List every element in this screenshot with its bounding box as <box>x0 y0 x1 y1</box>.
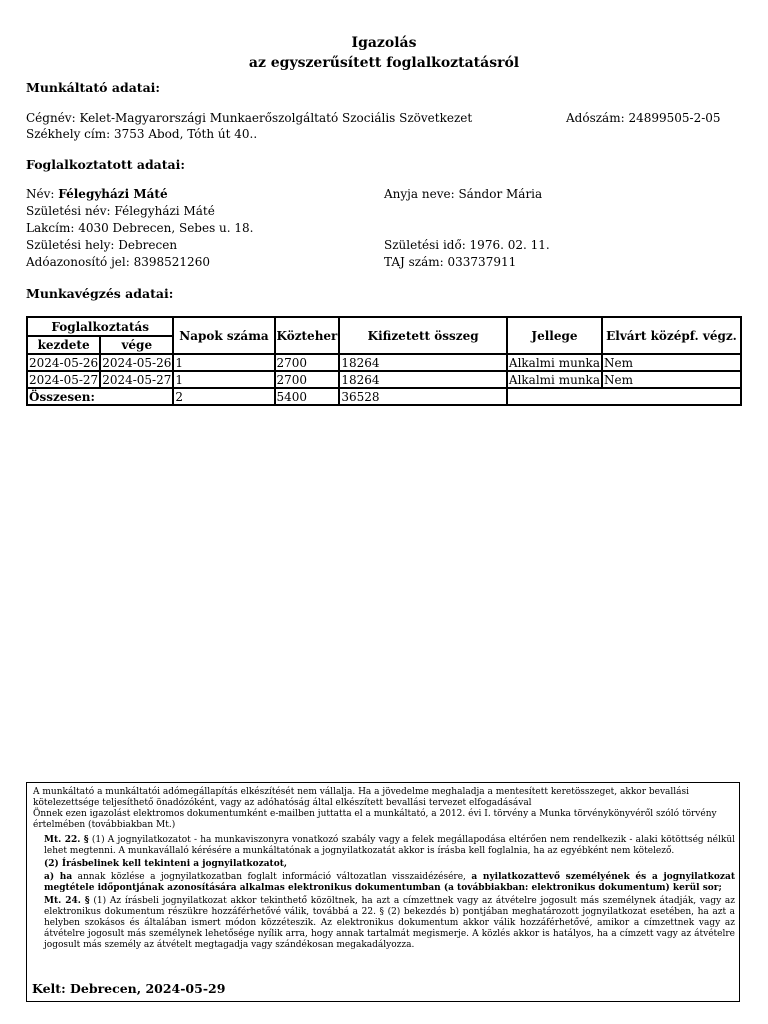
address: 4030 Debrecen, Sebes u. 18. <box>78 221 254 235</box>
birth-name: Félegyházi Máté <box>114 204 215 218</box>
mt24-ref: Mt. 24. § <box>44 896 90 906</box>
table-row <box>27 371 741 388</box>
employer-company <box>26 111 472 125</box>
birth-name-label: Születési név: <box>26 204 115 218</box>
header-paid: Kifizetett összeg <box>339 317 507 354</box>
point-a-bold-text: a nyilatkozattevő személyének és a jognyilatkozat megtétele időpontjának azonosítására alkalmas elektronikus dokumentumban (a továbbiakban: elektronikus dokumentum) kerül sor; <box>44 872 735 893</box>
totals-empty <box>507 388 741 405</box>
cell-start: 2024-05-26 <box>29 355 99 370</box>
cell-type: Alkalmi munka <box>508 355 600 370</box>
taj-number: 033737911 <box>447 255 517 269</box>
totals-row <box>27 388 741 405</box>
totals-tax: 5400 <box>275 388 340 405</box>
mt24-paragraph <box>44 896 735 951</box>
header-start: kezdete <box>27 336 100 354</box>
tax-number-label: Adószám: <box>566 111 629 125</box>
birth-place-label: Születési hely: <box>26 238 119 252</box>
cell-type: Alkalmi munka <box>508 372 600 387</box>
taj-label: TAJ szám: <box>384 255 448 269</box>
cell-tax: 2700 <box>275 371 340 388</box>
seat-address: 3753 Abod, Tóth út 40.. <box>113 127 258 141</box>
header-days: Napok száma <box>173 317 274 354</box>
mother-name-row <box>384 187 542 201</box>
point-a-label: a) ha <box>44 872 73 882</box>
seat-label: Székhely cím: <box>26 127 114 141</box>
legal-footer <box>26 782 740 1002</box>
header-tax: Közteher <box>275 317 340 354</box>
footer-info <box>27 783 739 831</box>
document-title: Igazolás <box>351 35 417 51</box>
employee-section-title: Foglalkoztatott adatai: <box>26 157 186 172</box>
birth-date-label: Születési idő: <box>384 238 470 252</box>
info-line-1: A munkáltató a munkáltatói adómegállapítás elkészítését nem vállalja. Ha a jövedelme meghaladja a mentesített keretösszeget, akkor bevallási kötelezettsége teljesíthető önadózóként, vagy az adóhatóság által elkészített bevallási tervezet elfogadásával <box>33 787 690 808</box>
mt22-text: (1) A jognyilatkozatot - ha munkaviszonyra vonatkozó szabály vagy a felek megállapodása eltérően nem rendelkezik - alaki kötöttség nélkül lehet megtenni. A munkavállaló kérésére a munkáltatónak a jognyilatkozatát akkor is írásba kell foglalnia, ha az egyébként nem kötelező. <box>44 835 736 856</box>
cell-paid: 18264 <box>339 371 507 388</box>
written-title: (2) Írásbelinek kell tekinteni a jognyilatkozatot, <box>44 859 287 869</box>
employer-seat <box>26 127 257 141</box>
info-line-2: Önnek ezen igazolást elektromos dokumentumként e-mailben juttatta el a munkáltató, a 2012. évi I. törvény a Munka törvénykönyvéről szóló törvény értelmében (továbbiakban Mt.) <box>33 809 717 830</box>
cell-education: Nem <box>602 354 741 371</box>
cell-education: Nem <box>602 371 741 388</box>
employee-name: Félegyházi Máté <box>58 187 168 201</box>
birth-name-row <box>26 204 215 218</box>
header-type: Jellege <box>507 317 602 354</box>
taj-row <box>384 255 516 269</box>
mt24-text: (1) Az írásbeli jognyilatkozat akkor tekinthető közöltnek, ha azt a címzettnek vagy az átvételre jogosult más személynek átadják, vagy az elektronikus dokumentum részükre hozzáférhetővé válik, továbbá a 22. § (2) bekezdés b) pontjában meghatározott jognyilatkozat esetében, ha azt a helyben szokásos és általában ismert módon közzéteszik. Az elektronikus dokumentum akkor válik hozzáférhetővé, amikor a címzettnek vagy az átvételre jogosult más személynek lehetősége nyílik arra, hogy annak tartalmát megismerje. A közlés akkor is hatályos, ha a címzett vagy az átvételre jogosult más személy az átvételt megtagadja vagy szándékosan megakadályozza. <box>44 896 736 950</box>
totals-label: Összesen: <box>27 388 173 405</box>
totals-days: 2 <box>173 388 274 405</box>
company-name: Kelet-Magyarországi Munkaerőszolgáltató Szociális Szövetkezet <box>79 111 473 125</box>
place-date: Kelt: Debrecen, 2024-05-29 <box>32 981 226 996</box>
cell-days: 1 <box>173 371 274 388</box>
document-subtitle: az egyszerűsített foglalkoztatásról <box>248 55 520 71</box>
header-education: Elvárt középf. végz. <box>602 317 741 354</box>
cell-tax: 2700 <box>275 354 340 371</box>
mt22-ref: Mt. 22. § <box>44 835 89 845</box>
employee-name-row <box>26 187 168 201</box>
law-excerpts <box>44 835 735 951</box>
point-a-paragraph <box>44 872 735 894</box>
birth-place: Debrecen <box>118 238 178 252</box>
totals-paid: 36528 <box>339 388 507 405</box>
birth-place-row <box>26 238 177 252</box>
address-label: Lakcím: <box>26 221 79 235</box>
name-label: Név: <box>26 187 59 201</box>
tax-id-label: Adóazonosító jel: <box>26 255 134 269</box>
header-employment: Foglalkoztatás <box>27 317 173 336</box>
cell-start: 2024-05-27 <box>29 372 99 387</box>
header-end: vége <box>100 336 173 354</box>
table-row <box>27 354 741 371</box>
cell-end: 2024-05-26 <box>102 355 172 370</box>
point-a-text: annak közlése a jognyilatkozatban foglalt információ változatlan visszaidézésére, <box>72 872 472 882</box>
address-row <box>26 221 254 235</box>
tax-id: 8398521260 <box>133 255 210 269</box>
company-label: Cégnév: <box>26 111 80 125</box>
mother-name-label: Anyja neve: <box>384 187 459 201</box>
mt22-paragraph <box>44 835 735 857</box>
tax-number-value: 24899505-2-05 <box>628 111 721 125</box>
birth-date: 1976. 02. 11. <box>469 238 550 252</box>
cell-end: 2024-05-27 <box>102 372 172 387</box>
employer-tax <box>566 111 721 125</box>
cell-days: 1 <box>173 354 274 371</box>
employer-section-title: Munkáltató adatai: <box>26 80 161 95</box>
work-table <box>26 316 742 406</box>
birth-date-row <box>384 238 550 252</box>
work-section-title: Munkavégzés adatai: <box>26 286 174 301</box>
mother-name: Sándor Mária <box>458 187 543 201</box>
cell-paid: 18264 <box>339 354 507 371</box>
tax-id-row <box>26 255 210 269</box>
